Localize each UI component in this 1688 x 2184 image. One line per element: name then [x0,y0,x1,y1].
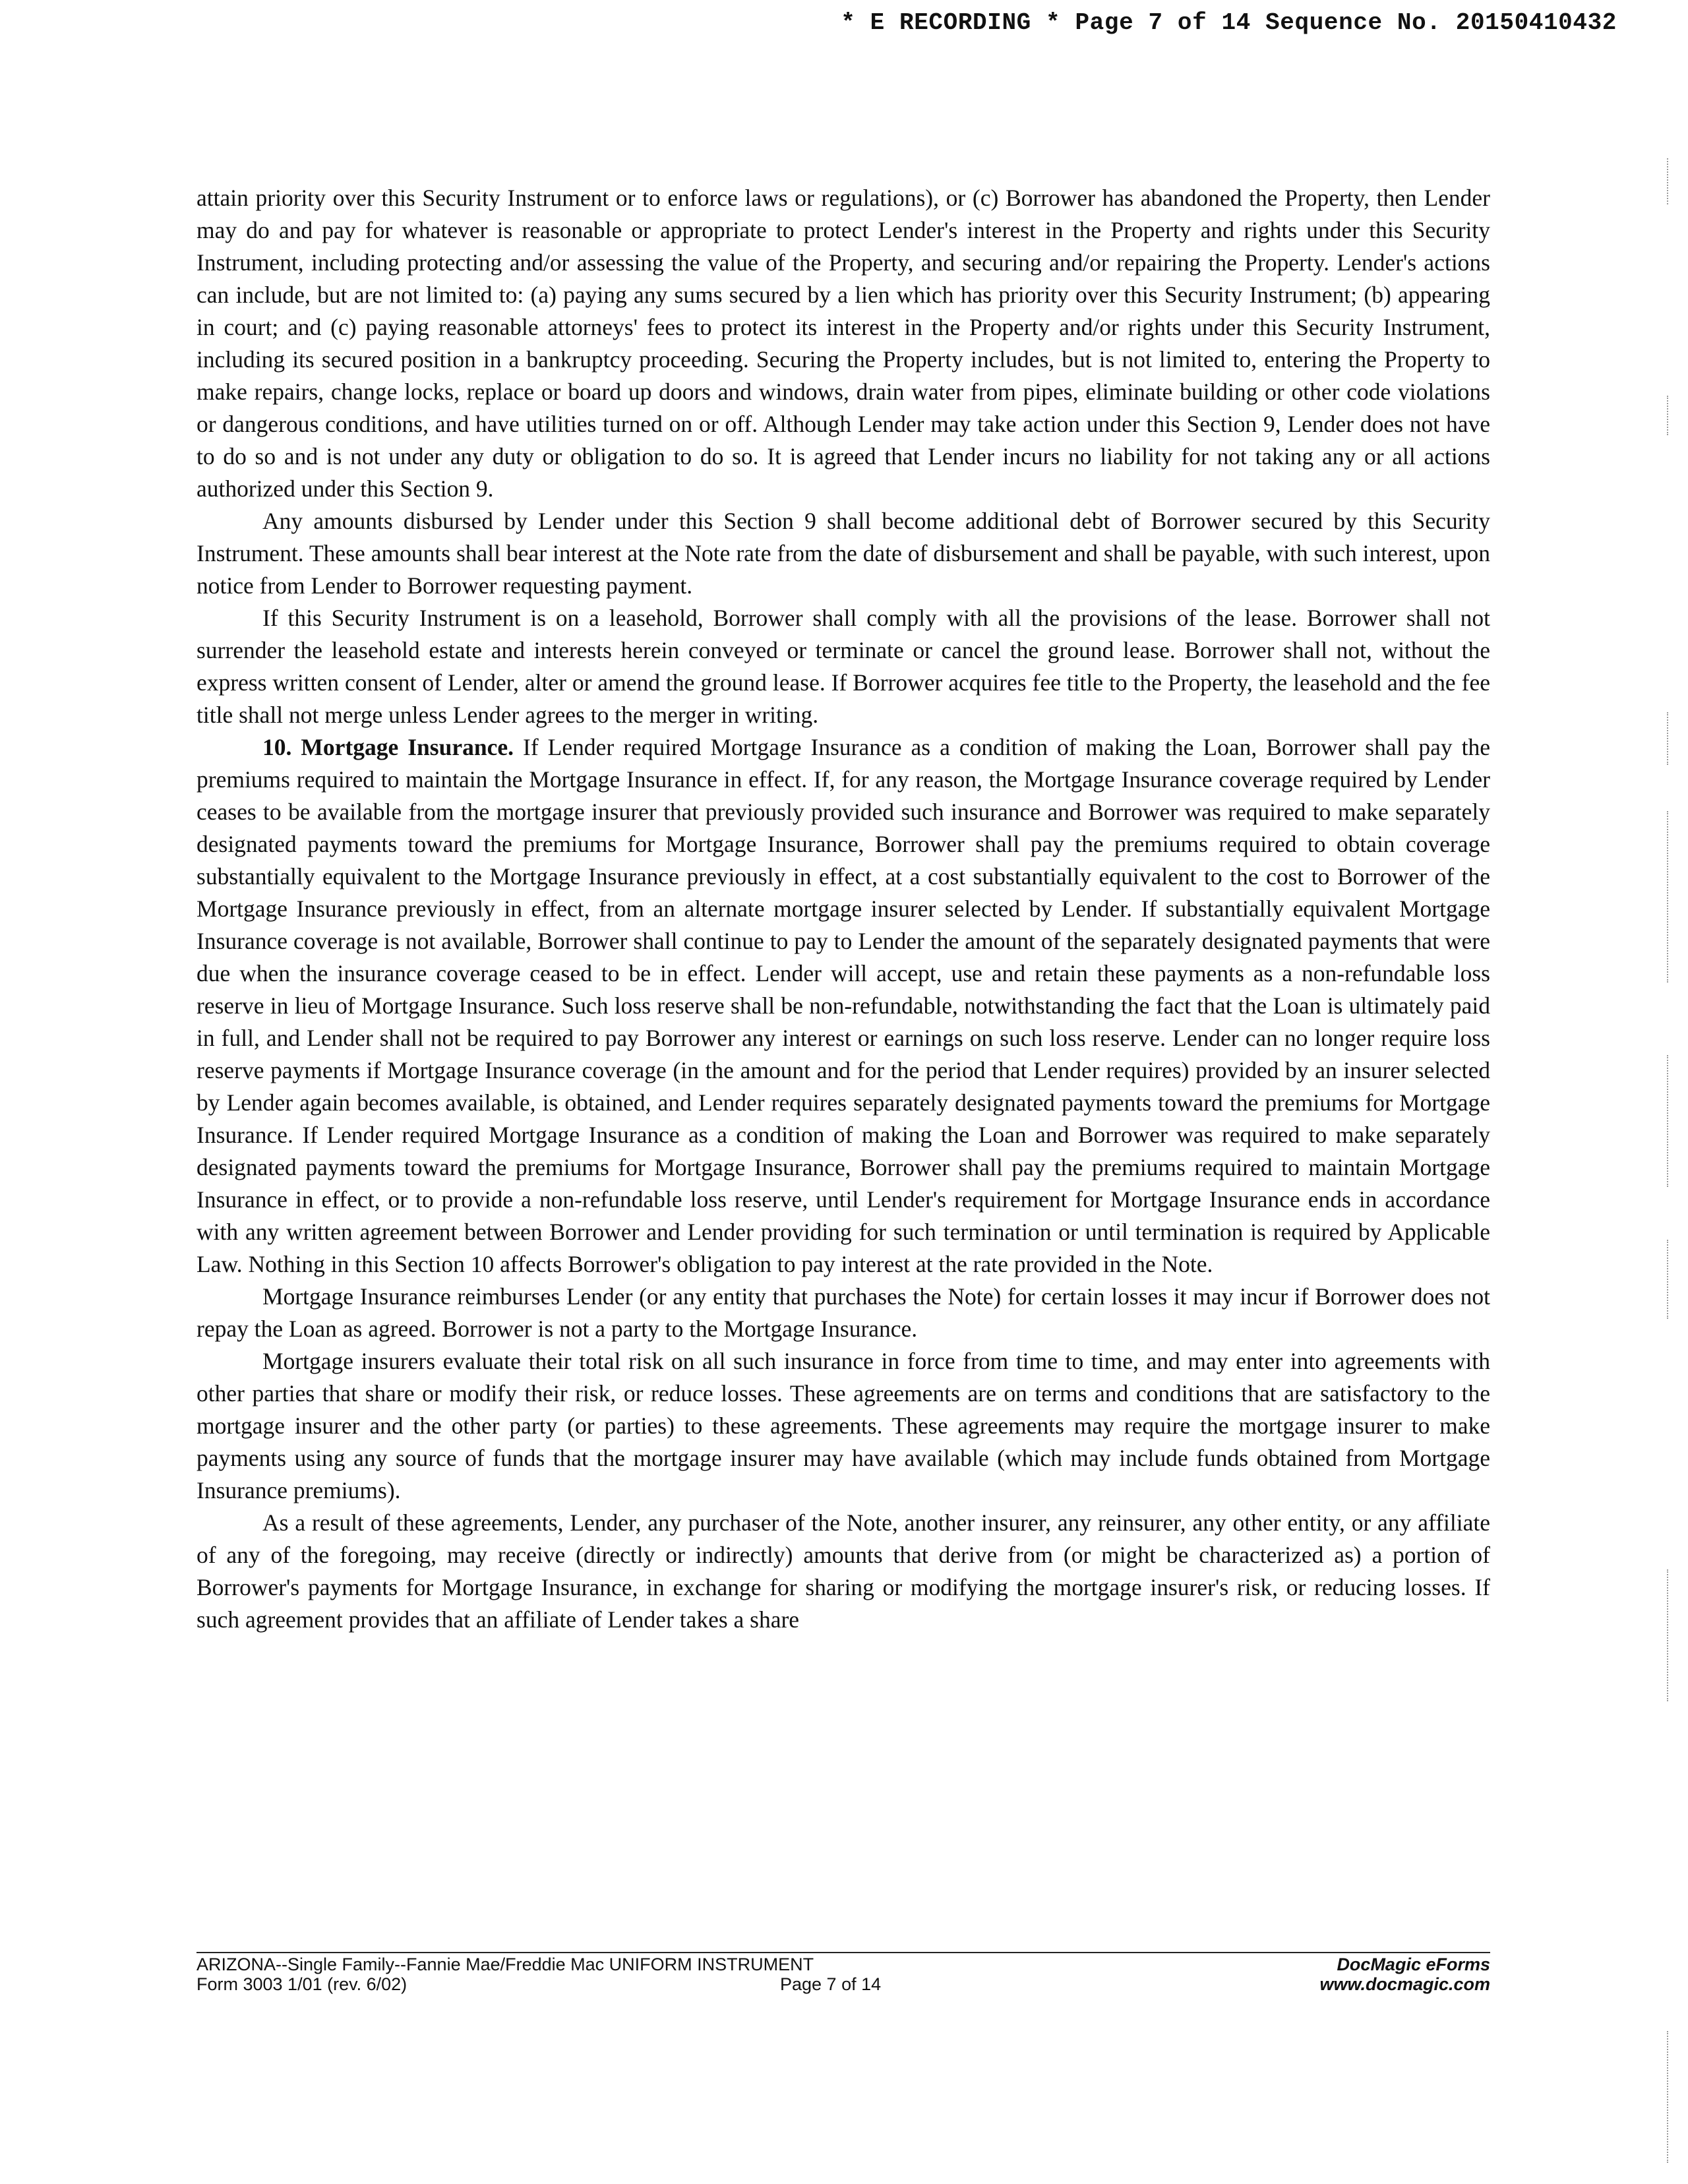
paragraph-mi-insurers: Mortgage insurers evaluate their total risk on all such insurance in force from time to time, and may enter into agreements with other parties that share or modify their risk, or reduce losses. These agreements are on terms and conditions that are satisfactory to the mortgage insurer and the other party (or parties) to these agreements. These agreements may require the mortgage insurer to make payments using any source of funds that the mortgage insurer may have available (which may include funds obtained from Mortgage Insurance premiums). [196,1348,1490,1503]
paragraph-continued: attain priority over this Security Instrument or to enforce laws or regulations), or (c) Borrower has abandoned the Property, then Lender may do and pay for whatever is reasonable or appropriate to protect Lender's interest in the Property and rights under this Security Instrument, including protecting and/or assessing the value of the Property, and securing and/or repairing the Property. Lender's actions can include, but are not limited to: (a) paying any sums secured by a lien which has priority over this Security Instrument; (b) appearing in court; and (c) paying reasonable attorneys' fees to protect its interest in the Property and/or rights under this Security Instrument, including its secured position in a bankruptcy proceeding. Securing the Property includes, but is not limited to, entering the Property to make repairs, change locks, replace or board up doors and windows, drain water from pipes, eliminate building or other code violations or dangerous conditions, and have utilities turned on or off. Although Lender may take action under this Section 9, Lender does not have to do so and is not under any duty or obligation to do so. It is agreed that Lender incurs no liability for not taking any or all actions authorized under this Section 9. [196,185,1490,502]
footer-form-number: Form 3003 1/01 (rev. 6/02) [196,1974,407,1994]
footer-form-title: ARIZONA--Single Family--Fannie Mae/Freddie Mac UNIFORM INSTRUMENT [196,1955,814,1974]
scan-edge-marks [1667,119,1670,2163]
section-10-paragraph [196,731,1490,1281]
footer-form-info [196,1955,814,1994]
paragraph-mi-agreements: As a result of these agreements, Lender, any purchaser of the Note, another insurer, any reinsurer, any other entity, or any affiliate of any of the foregoing, may receive (directly or indirectly) amounts that derive from (or might be characterized as) a portion of Borrower's payments for Mortgage Insurance, in exchange for sharing or modifying the mortgage insurer's risk, or reducing losses. If such agreement provides that an affiliate of Lender takes a share [196,1509,1490,1633]
recording-header: * E RECORDING * Page 7 of 14 Sequence No. 20150410432 [841,9,1617,36]
footer-divider [196,1952,1490,1953]
footer-brand-block [1319,1955,1490,1994]
footer-brand: DocMagic eForms [1337,1955,1490,1974]
footer-page-number: Page 7 of 14 [780,1974,882,1994]
footer-website: www.docmagic.com [1319,1974,1490,1994]
section-10-text: If Lender required Mortgage Insurance as a condition of making the Loan, Borrower shall pay the premiums required to maintain the Mortgage Insurance in effect. If, for any reason, the Mortgage Insurance coverage required by Lender ceases to be available from the mortgage insurer that previously provided such insurance and Borrower was required to make separately designated payments toward the premiums for Mortgage Insurance, Borrower shall pay the premiums required to obtain coverage substantially equivalent to the Mortgage Insurance previously in effect, at a cost substantially equivalent to the cost to Borrower of the Mortgage Insurance previously in effect, from an alternate mortgage insurer selected by Lender. If substantially equivalent Mortgage Insurance coverage is not available, Borrower shall continue to pay to Lender the amount of the separately designated payments that were due when the insurance coverage ceased to be in effect. Lender will accept, use and retain these payments as a non-refundable loss reserve in lieu of Mortgage Insurance. Such loss reserve shall be non-refundable, notwithstanding the fact that the Loan is ultimately paid in full, and Lender shall not be required to pay Borrower any interest or earnings on such loss reserve. Lender can no longer require loss reserve payments if Mortgage Insurance coverage (in the amount and for the period that Lender requires) provided by an insurer selected by Lender again becomes available, is obtained, and Lender requires separately designated payments toward the premiums for Mortgage Insurance. If Lender required Mortgage Insurance as a condition of making the Loan and Borrower was required to make separately designated payments toward the premiums for Mortgage Insurance, Borrower shall pay the premiums required to maintain Mortgage Insurance in effect, or to provide a non-refundable loss reserve, until Lender's requirement for Mortgage Insurance ends in accordance with any written agreement between Borrower and Lender providing for such termination or until termination is required by Applicable Law. Nothing in this Section 10 affects Borrower's obligation to pay interest at the rate provided in the Note. [196,734,1490,1277]
paragraph-disbursed-amounts: Any amounts disbursed by Lender under this Section 9 shall become additional debt of Borrower secured by this Security Instrument. These amounts shall bear interest at the Note rate from the date of disbursement and shall be payable, with such interest, upon notice from Lender to Borrower requesting payment. [196,508,1490,599]
document-body [196,182,1490,1636]
paragraph-mi-reimburses: Mortgage Insurance reimburses Lender (or any entity that purchases the Note) for certain losses it may incur if Borrower does not repay the Loan as agreed. Borrower is not a party to the Mortgage Insurance. [196,1283,1490,1342]
paragraph-leasehold: If this Security Instrument is on a leasehold, Borrower shall comply with all the provisions of the lease. Borrower shall not surrender the leasehold estate and interests herein conveyed or terminate or cancel the ground lease. Borrower shall not, without the express written consent of Lender, alter or amend the ground lease. If Borrower acquires fee title to the Property, the leasehold and the fee title shall not merge unless Lender agrees to the merger in writing. [196,605,1490,728]
section-10-heading: 10. Mortgage Insurance. [262,734,514,760]
page-footer [196,1955,1490,2014]
